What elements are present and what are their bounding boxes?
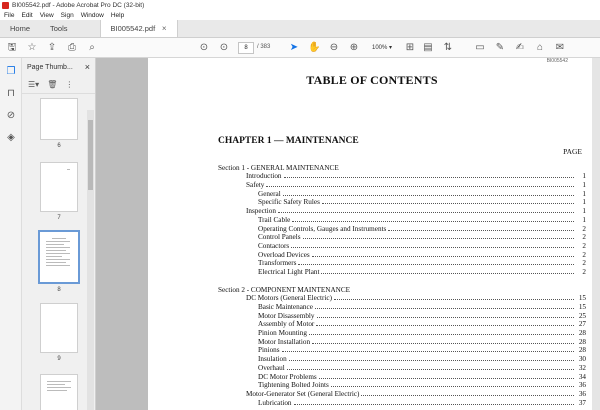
toc-entry-title: Overhaul xyxy=(258,363,285,372)
toc-entry[interactable] xyxy=(218,267,586,276)
menu-help[interactable]: Help xyxy=(110,11,125,19)
toc-entry-title: Control Panels xyxy=(258,233,301,242)
toc-entry[interactable] xyxy=(218,241,586,250)
toc-entry-title: Overload Devices xyxy=(258,250,310,259)
zoom-out-icon[interactable]: ⊖ xyxy=(329,42,339,53)
toc-entry[interactable] xyxy=(218,354,586,363)
toc-entry-title: Electrical Light Plant xyxy=(258,267,320,276)
toc-leader-dots xyxy=(316,325,574,326)
toc-entry-title: Inspection xyxy=(246,207,276,216)
toc-entry[interactable] xyxy=(218,189,586,198)
toc-leader-dots xyxy=(319,378,574,379)
toc-entry[interactable] xyxy=(218,389,586,398)
close-panel-icon[interactable]: × xyxy=(84,62,90,72)
toc-entry[interactable] xyxy=(218,320,586,329)
toc-entry[interactable] xyxy=(218,294,586,303)
page-thumbnails-icon[interactable]: ❐ xyxy=(6,66,16,77)
tab-home[interactable]: Home xyxy=(10,24,31,33)
toc-entry-title: DC Motor Problems xyxy=(258,372,317,381)
toolbar xyxy=(0,38,600,58)
toc-entry-page: 1 xyxy=(582,189,586,198)
toc-entry-page: 2 xyxy=(582,250,586,259)
toc-entry-page: 15 xyxy=(578,294,586,303)
toc-leader-dots xyxy=(317,317,575,318)
page-total: / 383 xyxy=(257,44,271,50)
toc-entry-title: Pinion Mounting xyxy=(258,329,307,338)
toc-entry[interactable] xyxy=(218,398,586,407)
toc-leader-dots xyxy=(388,230,574,231)
toc-entry[interactable] xyxy=(218,172,586,181)
toc-entry-title: Contactors xyxy=(258,241,290,250)
navigation-rail xyxy=(0,58,22,410)
close-tab-icon[interactable]: × xyxy=(161,24,167,33)
toc-entry-page: 2 xyxy=(582,241,586,250)
toc-section[interactable] xyxy=(218,285,586,294)
toc-entry-title: Transformers xyxy=(258,259,297,268)
page-number-input[interactable]: 8 xyxy=(238,42,254,54)
toc-leader-dots xyxy=(292,221,574,222)
toc-entry-page: 27 xyxy=(578,320,586,329)
chapter-heading: CHAPTER 1 — MAINTENANCE xyxy=(218,136,359,146)
toc-leader-dots xyxy=(331,386,574,387)
tab-document-label: BI005542.pdf xyxy=(110,24,156,33)
toc-entry-page: 37 xyxy=(578,398,586,407)
options-menu-icon[interactable]: ☰▾ xyxy=(28,80,40,89)
toc-entry-title: Lubrication xyxy=(258,398,292,407)
toc-entry-page: 1 xyxy=(582,207,586,216)
thumbnails-header xyxy=(22,58,95,76)
menu-view[interactable]: View xyxy=(39,11,54,19)
thumbnail-content xyxy=(47,169,71,172)
toc-entry-page: 2 xyxy=(582,267,586,276)
toc-entry[interactable] xyxy=(218,381,586,390)
toc-leader-dots xyxy=(334,299,574,300)
toc-entry-title: Basic Maintenance xyxy=(258,303,313,311)
attachments-icon[interactable]: ⊘ xyxy=(6,110,16,121)
bookmark-star-icon[interactable]: ☆ xyxy=(27,42,37,53)
select-cursor-icon[interactable]: ➤ xyxy=(289,42,299,53)
toc-entry[interactable] xyxy=(218,363,586,372)
page-column-header: PAGE xyxy=(563,147,582,156)
toc-leader-dots xyxy=(289,360,574,361)
thumbnail-content xyxy=(47,381,71,393)
toc-leader-dots xyxy=(287,369,574,370)
toc-entry[interactable] xyxy=(218,346,586,355)
toc-entry-title: Section 1 - GENERAL MAINTENANCE xyxy=(218,163,339,172)
toc-entry[interactable] xyxy=(218,302,586,311)
toc-entry-title: General xyxy=(258,189,281,198)
thumbnail-label: 9 xyxy=(57,356,61,362)
thumbnail-content xyxy=(46,238,70,268)
toc-entry[interactable] xyxy=(218,259,586,268)
toc-leader-dots xyxy=(361,395,574,396)
toc-entry-title: Operating Controls, Gauges and Instruments xyxy=(258,224,387,233)
toc-leader-dots xyxy=(312,256,574,257)
search-icon[interactable]: ⌕ xyxy=(89,42,95,53)
thumbnail-page-10[interactable] xyxy=(40,374,78,410)
toc-leader-dots xyxy=(303,238,574,239)
pdf-page xyxy=(148,58,596,410)
toc-entry-page: 1 xyxy=(582,198,586,207)
menu-edit[interactable]: Edit xyxy=(21,11,33,19)
toc-leader-dots xyxy=(312,343,574,344)
toc-entry-title: Tightening Bolted Joints xyxy=(258,381,329,390)
toc-section[interactable] xyxy=(218,163,586,172)
tab-document[interactable] xyxy=(100,20,178,37)
toc-entry-page: 32 xyxy=(578,363,586,372)
toc-entry[interactable] xyxy=(218,233,586,242)
scrollbar-thumb[interactable] xyxy=(88,120,93,190)
more-options-icon[interactable]: ⋮ xyxy=(65,80,74,89)
toc-entry[interactable] xyxy=(218,337,586,346)
layers-icon[interactable]: ◈ xyxy=(7,132,15,143)
toc-entry-page: 34 xyxy=(578,372,586,381)
upload-icon[interactable]: ⇪ xyxy=(47,42,57,53)
toc-leader-dots xyxy=(282,351,574,352)
thumbnail-label: 7 xyxy=(57,215,61,221)
thumbnail-page-9[interactable] xyxy=(40,303,78,353)
toc-entry-page: 2 xyxy=(582,259,586,268)
toc-gap xyxy=(218,276,586,285)
toc-entry-page: 1 xyxy=(582,181,586,190)
toc-entry-title: Trail Cable xyxy=(258,215,291,224)
hand-tool-icon[interactable]: ✋ xyxy=(308,42,321,53)
page-title: TABLE OF CONTENTS xyxy=(306,73,438,87)
toc-leader-dots xyxy=(283,195,574,196)
toc-entry[interactable] xyxy=(218,372,586,381)
fit-page-icon[interactable]: ⊞ xyxy=(405,42,415,53)
toc-entry-page: 28 xyxy=(578,337,586,346)
thumbnails-title: Page Thumb... xyxy=(27,63,73,71)
thumbnail-page-7[interactable] xyxy=(40,162,78,212)
thumbnail-page-6[interactable] xyxy=(40,98,78,140)
toc-entry[interactable] xyxy=(218,311,586,320)
toc-entry-title: Assembly of Motor xyxy=(258,320,315,329)
highlight-icon[interactable]: ✎ xyxy=(495,42,505,53)
print-icon[interactable]: ⎙ xyxy=(68,42,76,53)
menu-file[interactable]: File xyxy=(4,11,15,19)
save-icon[interactable]: 🖫 xyxy=(7,42,17,53)
toc-leader-dots xyxy=(315,308,574,309)
toc-entry[interactable] xyxy=(218,206,586,215)
thumbnails-toolbar xyxy=(22,76,95,94)
zoom-in-icon[interactable]: ⊕ xyxy=(349,42,359,53)
marquee-zoom-icon[interactable]: ▤ xyxy=(423,42,433,53)
toc-entry[interactable] xyxy=(218,328,586,337)
stamp-icon[interactable]: ⌂ xyxy=(536,42,544,53)
bookmarks-icon[interactable]: ⊓ xyxy=(7,88,15,99)
toc-entry-page: 30 xyxy=(578,355,586,364)
toc-entry-page: 2 xyxy=(582,224,586,233)
delete-page-icon[interactable]: 🗑 xyxy=(47,80,58,89)
toc-leader-dots xyxy=(298,264,574,265)
toc-entry-title: Specific Safety Rules xyxy=(258,198,320,207)
toc-entry[interactable] xyxy=(218,215,586,224)
next-page-icon[interactable]: ⊙ xyxy=(219,42,229,53)
menu-bar xyxy=(0,10,600,20)
toc-entry-page: 15 xyxy=(578,303,586,311)
menu-sign[interactable]: Sign xyxy=(60,11,74,19)
comment-icon[interactable]: ▭ xyxy=(475,42,485,53)
toc-entry-title: Motor Installation xyxy=(258,337,311,346)
toc-leader-dots xyxy=(309,334,574,335)
toc-leader-dots xyxy=(291,247,574,248)
toc-entry-title: DC Motors (General Electric) xyxy=(246,294,333,303)
toc-entry[interactable] xyxy=(218,198,586,207)
document-view[interactable] xyxy=(96,58,600,410)
toc-entry-title: Motor Disassembly xyxy=(258,311,315,320)
zoom-value: 100% xyxy=(372,45,388,51)
toc-entry-title: Pinions xyxy=(258,346,280,355)
toc-leader-dots xyxy=(284,177,574,178)
thumbnail-page-8[interactable] xyxy=(38,230,80,284)
toc-entry-page: 2 xyxy=(582,233,586,242)
toc-entry[interactable] xyxy=(218,250,586,259)
toc-leader-dots xyxy=(294,404,574,405)
toc-entry-title: Motor-Generator Set (General Electric) xyxy=(246,389,360,398)
menu-window[interactable]: Window xyxy=(80,11,104,19)
zoom-level[interactable]: 100% ▾ xyxy=(372,45,393,51)
toc-list xyxy=(218,163,586,407)
toc-entry-page: 28 xyxy=(578,329,586,338)
toc-entry-title: Insulation xyxy=(258,355,287,364)
document-scrollbar[interactable] xyxy=(592,58,600,410)
toc-leader-dots xyxy=(266,186,574,187)
toc-entry-page: 36 xyxy=(578,389,586,398)
title-bar xyxy=(0,0,600,10)
document-id: BI005542 xyxy=(546,58,568,64)
scrolling-mode-icon[interactable]: ⇅ xyxy=(443,42,453,53)
toc-entry-title: Safety xyxy=(246,181,265,190)
thumbnail-label: 8 xyxy=(57,287,61,293)
previous-page-icon[interactable]: ⊙ xyxy=(199,42,209,53)
toc-leader-dots xyxy=(322,203,574,204)
thumbnail-label: 6 xyxy=(57,143,61,149)
toc-entry-title: Section 2 - COMPONENT MAINTENANCE xyxy=(218,285,351,294)
share-email-icon[interactable]: ✉ xyxy=(555,42,565,53)
tab-bar xyxy=(0,20,600,38)
toc-leader-dots xyxy=(278,212,574,213)
thumbnails-panel xyxy=(22,58,96,410)
toc-entry[interactable] xyxy=(218,180,586,189)
toc-entry-page: 1 xyxy=(582,172,586,181)
thumbnails-scrollbar[interactable] xyxy=(87,110,94,410)
sign-icon[interactable]: ✍ xyxy=(515,42,525,53)
toc-leader-dots xyxy=(321,273,574,274)
toc-entry[interactable] xyxy=(218,224,586,233)
tab-tools[interactable]: Tools xyxy=(50,24,68,33)
toc-entry-title: Introduction xyxy=(246,172,282,181)
toc-entry-page: 28 xyxy=(578,346,586,355)
acrobat-icon xyxy=(2,2,9,9)
toc-entry-page: 25 xyxy=(578,311,586,320)
window-title: BI005542.pdf - Adobe Acrobat Pro DC (32-bit) xyxy=(12,1,145,9)
toc-entry-page: 36 xyxy=(578,381,586,390)
toc-entry-page: 1 xyxy=(582,215,586,224)
